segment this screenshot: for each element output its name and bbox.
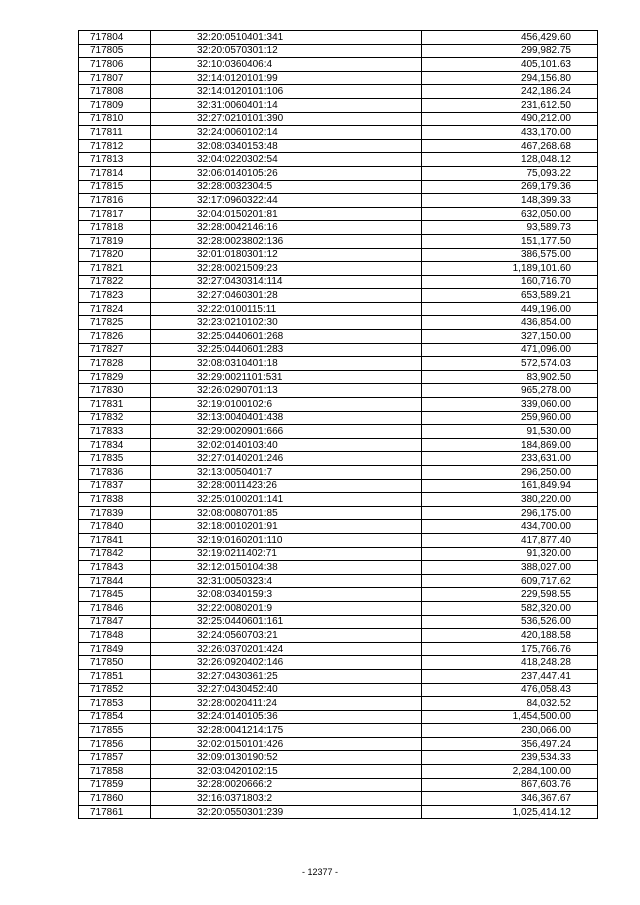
table-row <box>79 248 598 262</box>
cadastral-number-cell: 32:08:0340159:3 <box>151 588 422 602</box>
row-number-cell: 717833 <box>79 425 151 439</box>
row-number-cell: 717828 <box>79 357 151 371</box>
cadastral-number-cell: 32:28:0042146:16 <box>151 221 422 235</box>
cadastral-number-cell: 32:02:0140103:40 <box>151 438 422 452</box>
row-number-cell: 717857 <box>79 751 151 765</box>
table-row <box>79 71 598 85</box>
value-cell: 161,849.94 <box>422 479 598 493</box>
cadastral-number-cell: 32:27:0140201:246 <box>151 452 422 466</box>
row-number-cell: 717830 <box>79 384 151 398</box>
table-row <box>79 234 598 248</box>
cadastral-number-cell: 32:25:0440601:161 <box>151 615 422 629</box>
table-row <box>79 262 598 276</box>
table-row <box>79 751 598 765</box>
cadastral-number-cell: 32:27:0430361:25 <box>151 669 422 683</box>
table-row <box>79 452 598 466</box>
cadastral-number-cell: 32:28:0021509:23 <box>151 262 422 276</box>
value-cell: 128,048.12 <box>422 153 598 167</box>
value-cell: 405,101.63 <box>422 58 598 72</box>
table-row <box>79 343 598 357</box>
table-row <box>79 302 598 316</box>
value-cell: 582,320.00 <box>422 601 598 615</box>
cadastral-number-cell: 32:24:0140105:36 <box>151 710 422 724</box>
row-number-cell: 717812 <box>79 139 151 153</box>
cadastral-number-cell: 32:01:0180301:12 <box>151 248 422 262</box>
cadastral-number-cell: 32:18:0010201:91 <box>151 520 422 534</box>
cadastral-number-cell: 32:16:0371803:2 <box>151 792 422 806</box>
row-number-cell: 717817 <box>79 207 151 221</box>
row-number-cell: 717837 <box>79 479 151 493</box>
cadastral-number-cell: 32:08:0080701:85 <box>151 506 422 520</box>
row-number-cell: 717820 <box>79 248 151 262</box>
table-row <box>79 112 598 126</box>
cadastral-number-cell: 32:22:0080201:9 <box>151 601 422 615</box>
cadastral-number-cell: 32:13:0050401:7 <box>151 466 422 480</box>
row-number-cell: 717850 <box>79 656 151 670</box>
table-row <box>79 765 598 779</box>
row-number-cell: 717861 <box>79 805 151 819</box>
table-row <box>79 547 598 561</box>
table-row <box>79 207 598 221</box>
cadastral-number-cell: 32:24:0560703:21 <box>151 629 422 643</box>
value-cell: 420,188.58 <box>422 629 598 643</box>
cadastral-number-cell: 32:27:0430452:40 <box>151 683 422 697</box>
row-number-cell: 717854 <box>79 710 151 724</box>
cadastral-number-cell: 32:26:0920402:146 <box>151 656 422 670</box>
cadastral-number-cell: 32:19:0211402:71 <box>151 547 422 561</box>
row-number-cell: 717827 <box>79 343 151 357</box>
row-number-cell: 717838 <box>79 493 151 507</box>
row-number-cell: 717836 <box>79 466 151 480</box>
cadastral-number-cell: 32:31:0050323:4 <box>151 574 422 588</box>
cadastral-number-cell: 32:19:0160201:110 <box>151 533 422 547</box>
cadastral-value-table <box>78 30 598 819</box>
value-cell: 433,170.00 <box>422 126 598 140</box>
table-row <box>79 289 598 303</box>
value-cell: 93,589.73 <box>422 221 598 235</box>
table-row <box>79 656 598 670</box>
table-row <box>79 724 598 738</box>
value-cell: 417,877.40 <box>422 533 598 547</box>
row-number-cell: 717819 <box>79 234 151 248</box>
value-cell: 380,220.00 <box>422 493 598 507</box>
row-number-cell: 717832 <box>79 411 151 425</box>
cadastral-number-cell: 32:08:0340153:48 <box>151 139 422 153</box>
value-cell: 436,854.00 <box>422 316 598 330</box>
row-number-cell: 717847 <box>79 615 151 629</box>
row-number-cell: 717849 <box>79 642 151 656</box>
cadastral-number-cell: 32:28:0023802:136 <box>151 234 422 248</box>
value-cell: 1,454,500.00 <box>422 710 598 724</box>
cadastral-number-cell: 32:31:0060401:14 <box>151 98 422 112</box>
table-row <box>79 493 598 507</box>
value-cell: 449,196.00 <box>422 302 598 316</box>
value-cell: 269,179.36 <box>422 180 598 194</box>
table-row <box>79 357 598 371</box>
value-cell: 296,250.00 <box>422 466 598 480</box>
table-row <box>79 506 598 520</box>
value-cell: 91,530.00 <box>422 425 598 439</box>
value-cell: 231,612.50 <box>422 98 598 112</box>
value-cell: 327,150.00 <box>422 330 598 344</box>
value-cell: 476,058.43 <box>422 683 598 697</box>
value-cell: 230,066.00 <box>422 724 598 738</box>
value-cell: 233,631.00 <box>422 452 598 466</box>
row-number-cell: 717807 <box>79 71 151 85</box>
value-cell: 296,175.00 <box>422 506 598 520</box>
value-cell: 572,574.03 <box>422 357 598 371</box>
table-row <box>79 180 598 194</box>
cadastral-number-cell: 32:28:0032304:5 <box>151 180 422 194</box>
row-number-cell: 717805 <box>79 44 151 58</box>
value-cell: 91,320.00 <box>422 547 598 561</box>
row-number-cell: 717816 <box>79 194 151 208</box>
row-number-cell: 717810 <box>79 112 151 126</box>
value-cell: 346,367.67 <box>422 792 598 806</box>
value-cell: 242,186.24 <box>422 85 598 99</box>
cadastral-number-cell: 32:29:0020901:666 <box>151 425 422 439</box>
table-row <box>79 533 598 547</box>
value-cell: 536,526.00 <box>422 615 598 629</box>
cadastral-number-cell: 32:08:0310401:18 <box>151 357 422 371</box>
table-row <box>79 683 598 697</box>
table-row <box>79 411 598 425</box>
value-cell: 456,429.60 <box>422 31 598 45</box>
row-number-cell: 717808 <box>79 85 151 99</box>
table-row <box>79 629 598 643</box>
row-number-cell: 717846 <box>79 601 151 615</box>
value-cell: 471,096.00 <box>422 343 598 357</box>
table-row <box>79 85 598 99</box>
table-row <box>79 601 598 615</box>
cadastral-number-cell: 32:24:0060102:14 <box>151 126 422 140</box>
row-number-cell: 717824 <box>79 302 151 316</box>
value-cell: 83,902.50 <box>422 370 598 384</box>
value-cell: 339,060.00 <box>422 398 598 412</box>
cadastral-number-cell: 32:10:0360406:4 <box>151 58 422 72</box>
value-cell: 2,284,100.00 <box>422 765 598 779</box>
cadastral-number-cell: 32:09:0130190:52 <box>151 751 422 765</box>
value-cell: 229,598.55 <box>422 588 598 602</box>
row-number-cell: 717856 <box>79 737 151 751</box>
cadastral-number-cell: 32:27:0430314:114 <box>151 275 422 289</box>
value-cell: 1,189,101.60 <box>422 262 598 276</box>
table-row <box>79 330 598 344</box>
cadastral-number-cell: 32:13:0040401:438 <box>151 411 422 425</box>
table-row <box>79 398 598 412</box>
value-cell: 299,982.75 <box>422 44 598 58</box>
cadastral-number-cell: 32:02:0150101:426 <box>151 737 422 751</box>
table-row <box>79 737 598 751</box>
row-number-cell: 717839 <box>79 506 151 520</box>
table-row <box>79 805 598 819</box>
cadastral-number-cell: 32:28:0041214:175 <box>151 724 422 738</box>
cadastral-number-cell: 32:28:0020411:24 <box>151 697 422 711</box>
table-row <box>79 574 598 588</box>
table-row <box>79 316 598 330</box>
cadastral-number-cell: 32:25:0440601:268 <box>151 330 422 344</box>
cadastral-number-cell: 32:29:0021101:531 <box>151 370 422 384</box>
value-cell: 386,575.00 <box>422 248 598 262</box>
row-number-cell: 717823 <box>79 289 151 303</box>
value-cell: 653,589.21 <box>422 289 598 303</box>
value-cell: 867,603.76 <box>422 778 598 792</box>
cadastral-number-cell: 32:14:0120101:99 <box>151 71 422 85</box>
row-number-cell: 717806 <box>79 58 151 72</box>
value-cell: 160,716.70 <box>422 275 598 289</box>
value-cell: 148,399.33 <box>422 194 598 208</box>
row-number-cell: 717821 <box>79 262 151 276</box>
row-number-cell: 717851 <box>79 669 151 683</box>
row-number-cell: 717829 <box>79 370 151 384</box>
cadastral-number-cell: 32:25:0440601:283 <box>151 343 422 357</box>
row-number-cell: 717848 <box>79 629 151 643</box>
cadastral-number-cell: 32:14:0120101:106 <box>151 85 422 99</box>
cadastral-number-cell: 32:03:0420102:15 <box>151 765 422 779</box>
cadastral-number-cell: 32:19:0100102:6 <box>151 398 422 412</box>
cadastral-number-cell: 32:20:0510401:341 <box>151 31 422 45</box>
value-cell: 237,447.41 <box>422 669 598 683</box>
row-number-cell: 717826 <box>79 330 151 344</box>
cadastral-number-cell: 32:04:0150201:81 <box>151 207 422 221</box>
table-row <box>79 466 598 480</box>
row-number-cell: 717844 <box>79 574 151 588</box>
row-number-cell: 717822 <box>79 275 151 289</box>
row-number-cell: 717853 <box>79 697 151 711</box>
row-number-cell: 717814 <box>79 166 151 180</box>
row-number-cell: 717840 <box>79 520 151 534</box>
value-cell: 294,156.80 <box>422 71 598 85</box>
table-row <box>79 153 598 167</box>
table-row <box>79 58 598 72</box>
value-cell: 239,534.33 <box>422 751 598 765</box>
table-row <box>79 384 598 398</box>
row-number-cell: 717852 <box>79 683 151 697</box>
row-number-cell: 717843 <box>79 561 151 575</box>
value-cell: 1,025,414.12 <box>422 805 598 819</box>
value-cell: 75,093.22 <box>422 166 598 180</box>
row-number-cell: 717845 <box>79 588 151 602</box>
value-cell: 356,497.24 <box>422 737 598 751</box>
table-row <box>79 642 598 656</box>
table-row <box>79 697 598 711</box>
value-cell: 418,248.28 <box>422 656 598 670</box>
row-number-cell: 717809 <box>79 98 151 112</box>
row-number-cell: 717811 <box>79 126 151 140</box>
table-body <box>79 31 598 819</box>
value-cell: 632,050.00 <box>422 207 598 221</box>
row-number-cell: 717842 <box>79 547 151 561</box>
table-row <box>79 275 598 289</box>
cadastral-number-cell: 32:17:0960322:44 <box>151 194 422 208</box>
table-row <box>79 31 598 45</box>
table-row <box>79 139 598 153</box>
cadastral-number-cell: 32:26:0290701:13 <box>151 384 422 398</box>
row-number-cell: 717858 <box>79 765 151 779</box>
row-number-cell: 717834 <box>79 438 151 452</box>
cadastral-number-cell: 32:23:0210102:30 <box>151 316 422 330</box>
table-row <box>79 778 598 792</box>
table-row <box>79 615 598 629</box>
cadastral-number-cell: 32:26:0370201:424 <box>151 642 422 656</box>
table-row <box>79 194 598 208</box>
table-row <box>79 44 598 58</box>
row-number-cell: 717825 <box>79 316 151 330</box>
value-cell: 490,212.00 <box>422 112 598 126</box>
row-number-cell: 717841 <box>79 533 151 547</box>
row-number-cell: 717855 <box>79 724 151 738</box>
table-row <box>79 669 598 683</box>
value-cell: 467,268.68 <box>422 139 598 153</box>
cadastral-number-cell: 32:22:0100115:11 <box>151 302 422 316</box>
table-row <box>79 479 598 493</box>
cadastral-number-cell: 32:28:0020666:2 <box>151 778 422 792</box>
cadastral-number-cell: 32:20:0570301:12 <box>151 44 422 58</box>
row-number-cell: 717815 <box>79 180 151 194</box>
row-number-cell: 717813 <box>79 153 151 167</box>
cadastral-number-cell: 32:27:0210101:390 <box>151 112 422 126</box>
row-number-cell: 717859 <box>79 778 151 792</box>
cadastral-number-cell: 32:28:0011423:26 <box>151 479 422 493</box>
table-row <box>79 126 598 140</box>
cadastral-number-cell: 32:06:0140105:26 <box>151 166 422 180</box>
cadastral-number-cell: 32:20:0550301:239 <box>151 805 422 819</box>
cadastral-number-cell: 32:25:0100201:141 <box>151 493 422 507</box>
table-row <box>79 561 598 575</box>
row-number-cell: 717860 <box>79 792 151 806</box>
table-row <box>79 370 598 384</box>
value-cell: 609,717.62 <box>422 574 598 588</box>
row-number-cell: 717835 <box>79 452 151 466</box>
value-cell: 259,960.00 <box>422 411 598 425</box>
row-number-cell: 717804 <box>79 31 151 45</box>
row-number-cell: 717831 <box>79 398 151 412</box>
cadastral-number-cell: 32:12:0150104:38 <box>151 561 422 575</box>
table-row <box>79 166 598 180</box>
table-row <box>79 710 598 724</box>
table-row <box>79 425 598 439</box>
value-cell: 175,766.76 <box>422 642 598 656</box>
value-cell: 151,177.50 <box>422 234 598 248</box>
table-row <box>79 792 598 806</box>
value-cell: 965,278.00 <box>422 384 598 398</box>
value-cell: 84,032.52 <box>422 697 598 711</box>
cadastral-number-cell: 32:27:0460301:28 <box>151 289 422 303</box>
row-number-cell: 717818 <box>79 221 151 235</box>
table-row <box>79 520 598 534</box>
table-row <box>79 588 598 602</box>
value-cell: 434,700.00 <box>422 520 598 534</box>
table-row <box>79 98 598 112</box>
cadastral-number-cell: 32:04:0220302:54 <box>151 153 422 167</box>
table-row <box>79 438 598 452</box>
value-cell: 388,027.00 <box>422 561 598 575</box>
value-cell: 184,869.00 <box>422 438 598 452</box>
page-number: - 12377 - <box>301 867 339 877</box>
table-row <box>79 221 598 235</box>
